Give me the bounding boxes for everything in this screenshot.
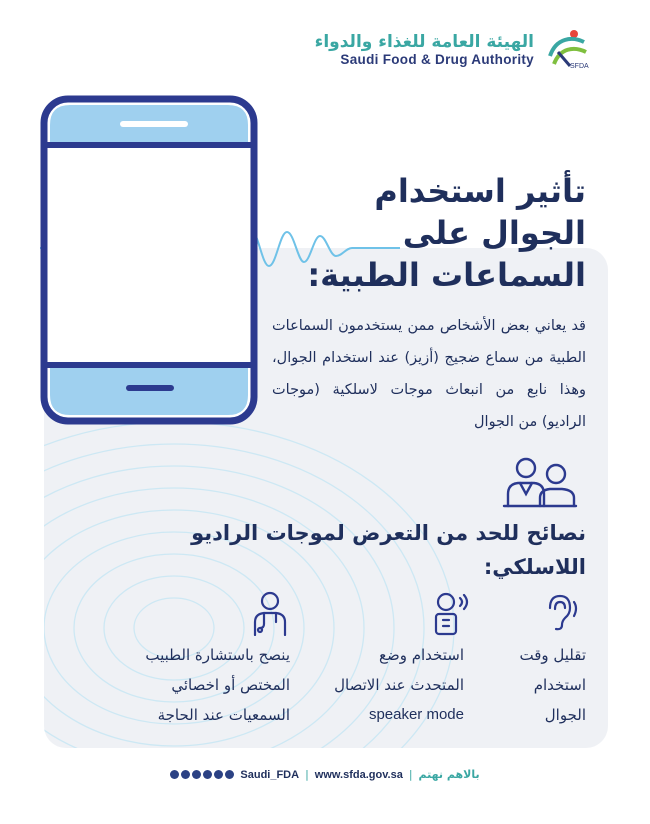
- tip-3-line-3: السمعيات عند الحاجة: [157, 706, 290, 724]
- tip-2-line-2: المتحدث عند الاتصال: [334, 676, 464, 694]
- slogan: بالاهم نهتم: [418, 768, 480, 781]
- tip-1-line-2: استخدام: [533, 676, 586, 694]
- title-line-3: السماعات الطبية:: [307, 256, 586, 294]
- title-line-1: تأثير استخدام: [374, 172, 586, 210]
- sfda-emblem-icon: [544, 26, 590, 72]
- tips-heading-line-2: اللاسلكي:: [483, 555, 586, 579]
- youtube-icon[interactable]: [181, 770, 190, 779]
- tip-3-line-1: ينصح باستشارة الطبيب: [145, 646, 290, 664]
- tip-consult-doctor: [120, 640, 290, 730]
- tip-2-line-1: استخدام وضع: [378, 646, 464, 664]
- tip-2-line-3: speaker mode: [368, 706, 464, 723]
- org-name-en: Saudi Food & Drug Authority: [340, 51, 534, 67]
- speaker-person-icon: [430, 590, 470, 636]
- logo-text: [315, 32, 534, 67]
- sfda-logo: [315, 26, 590, 72]
- tip-1-line-1: تقليل وقت: [519, 646, 586, 664]
- phone-illustration: [40, 95, 258, 425]
- divider: |: [305, 768, 309, 781]
- title-line-2: الجوال على: [402, 214, 586, 252]
- org-name-ar: الهيئة العامة للغذاء والدواء: [314, 31, 534, 52]
- divider: |: [408, 768, 413, 781]
- linkedin-icon[interactable]: [214, 770, 223, 779]
- tip-1-line-3: الجوال: [544, 706, 586, 724]
- tip-3-line-2: المختص أو اخصائي: [171, 676, 290, 694]
- intro-paragraph: قد يعاني بعض الأشخاص ممن يستخدمون السماعات الطبية من سماع ضجيج (أزيز) عند استخدام الجوال، وهذا نابع من انبعاث موجات لاسلكية (موجات الراديو) من الجوال: [272, 318, 586, 430]
- tips-heading: [166, 516, 586, 584]
- instagram-icon[interactable]: [203, 770, 212, 779]
- facebook-icon[interactable]: [225, 770, 234, 779]
- doctor-icon: [252, 590, 288, 636]
- snapchat-icon[interactable]: [192, 770, 201, 779]
- page-title: [286, 170, 586, 296]
- website-link[interactable]: www.sfda.gov.sa: [314, 768, 403, 781]
- footer: [0, 768, 650, 781]
- social-handle[interactable]: Saudi_FDA: [240, 768, 300, 781]
- tip-speaker-mode: [314, 640, 464, 730]
- social-icons: [170, 770, 234, 779]
- twitter-icon[interactable]: [170, 770, 179, 779]
- people-icon: [500, 456, 580, 508]
- tips-heading-line-1: نصائح للحد من التعرض لموجات الراديو: [191, 521, 586, 545]
- ear-icon: [540, 592, 580, 632]
- logo-abbr: SFDA: [570, 63, 589, 70]
- tip-reduce-usage: [476, 640, 586, 730]
